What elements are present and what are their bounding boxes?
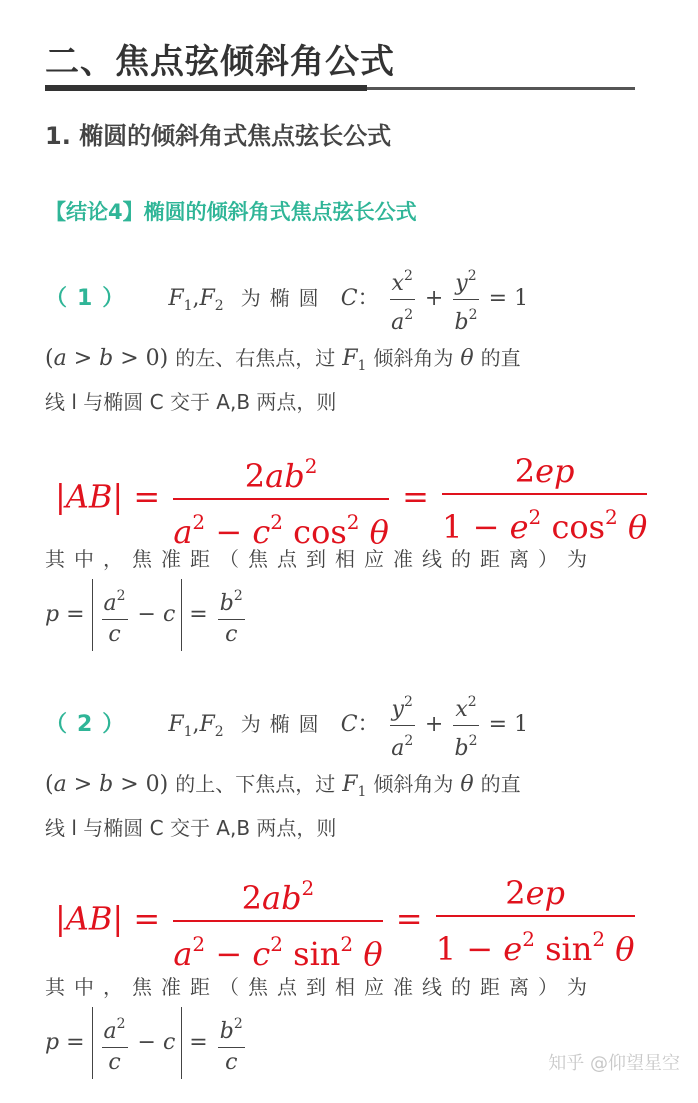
part1-text-1: 为椭圆 [240,286,328,310]
part2-line1: （2） $F_1,F_2$ 为椭圆 C： $\frac{y^2}{a^2}$ + $\frac{x^2}{b^2}$ = 1 [45,684,528,764]
section-title: 二、焦点弦倾斜角公式 [45,42,395,82]
part1-text-2: 的左、右焦点，过 [175,346,336,370]
conclusion-title: 【结论4】椭圆的倾斜角式焦点弦长公式 [45,200,417,224]
part1-text-2c: 的直 [480,346,521,370]
part2-p-formula: p = $\frac{a^2}{c}$ − c = $\frac{b^2}{c}$ [45,1007,248,1079]
part1-p-formula: p = $\frac{a^2}{c}$ − c = $\frac{b^2}{c}$ [45,579,248,651]
part1-marker: （1） [45,286,135,311]
part2-marker: （2） [45,712,135,737]
section-divider-accent [45,85,367,91]
part1-explain-text: 其中，焦准距（焦点到相应准线的距离）为 [45,547,596,571]
part2-line3: 线 l 与椭圆 C 交于 A,B 两点，则 [45,816,337,840]
part2-line2: (a > b > 0) 的上、下焦点，过 $F_1$ 倾斜角为 θ 的直 [45,772,521,800]
subsection-title: 1. 椭圆的倾斜角式焦点弦长公式 [45,122,392,150]
part1-text-2b: 倾斜角为 [373,346,454,370]
part1-line2: (a > b > 0) 的左、右焦点，过 $F_1$ 倾斜角为 θ 的直 [45,346,521,374]
part2-text-2: 的上、下焦点，过 [175,772,336,796]
part2-text-2c: 的直 [480,772,521,796]
part2-text-2b: 倾斜角为 [373,772,454,796]
part2-formula: |AB| = $\frac{2ab^2}{a^2 - c^2 \sin^2 \theta}$ = $\frac{2ep}{1 - e^2 \sin^2 \theta}$ [55,866,638,976]
part1-formula: |AB| = $\frac{2ab^2}{a^2 - c^2 \cos^2 \theta}$ = $\frac{2ep}{1 - e^2 \cos^2 \theta}$ [55,444,650,554]
part1-line1: （1） $F_1,F_2$ 为椭圆 C： $\frac{x^2}{a^2}$ + $\frac{y^2}{b^2}$ = 1 [45,258,528,338]
watermark: 知乎 @仰望星空 [548,1053,680,1074]
part2-explain-text: 其中，焦准距（焦点到相应准线的距离）为 [45,975,596,999]
part1-line3: 线 l 与椭圆 C 交于 A,B 两点，则 [45,390,337,414]
part2-text-1: 为椭圆 [240,712,328,736]
